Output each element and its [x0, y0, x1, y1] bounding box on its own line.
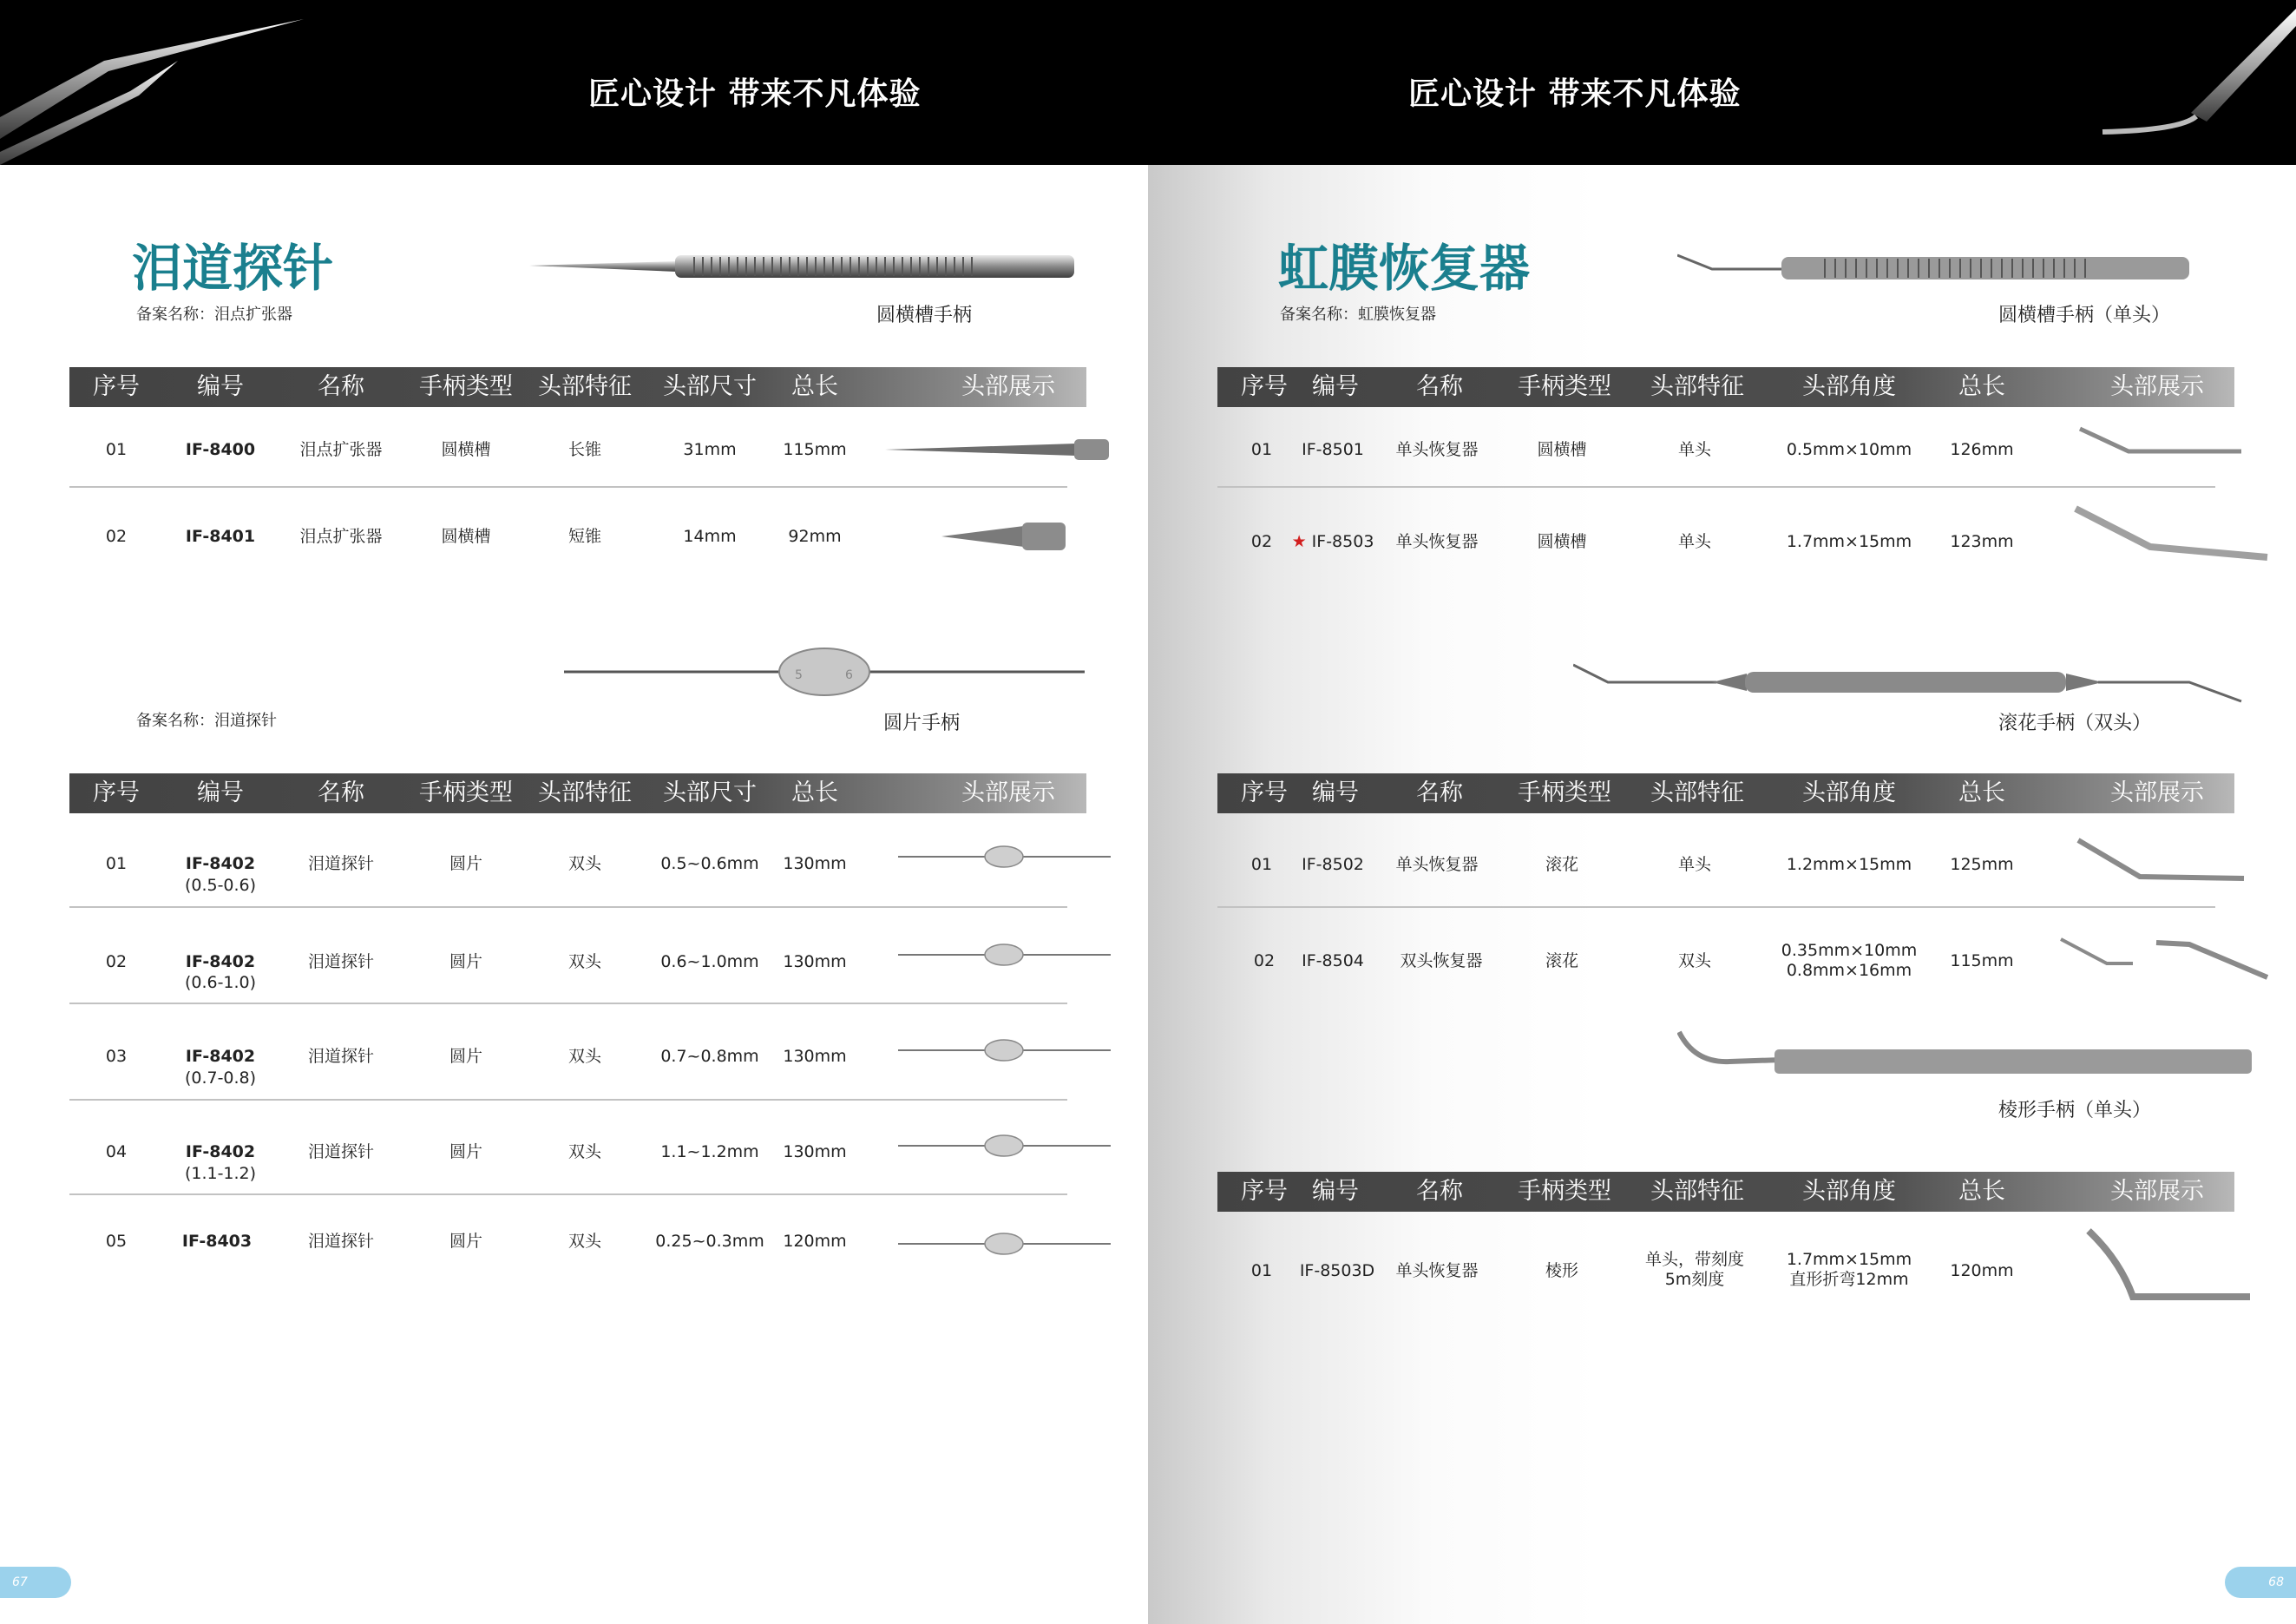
table-cell: 01 — [1250, 1261, 1273, 1280]
short-cone-dilator-icon — [941, 517, 1072, 556]
table-cell: 双头 — [567, 952, 602, 971]
col-header: 编号 — [197, 779, 244, 806]
table-cell: IF-8403 — [181, 1232, 253, 1251]
table-cell: 长锥 — [567, 440, 602, 459]
page-number-tab — [2225, 1567, 2296, 1598]
col-header: 名称 — [1416, 373, 1463, 400]
table-cell: 双头 — [1677, 951, 1712, 970]
col-header: 头部尺寸 — [663, 779, 757, 806]
col-header: 编号 — [1312, 373, 1359, 400]
table-cell: 单头恢复器 — [1395, 1261, 1479, 1280]
table-cell: (0.5-0.6) — [184, 876, 257, 895]
table-cell: 单头恢复器 — [1395, 855, 1479, 874]
table-cell: 0.5mm×10mm — [1786, 440, 1912, 459]
col-header: 序号 — [1241, 1178, 1288, 1205]
table-cell: (1.1-1.2) — [184, 1164, 257, 1183]
table-header — [69, 773, 1086, 813]
table-cell: 130mm — [783, 854, 847, 873]
table-cell: 0.35mm×10mm — [1781, 941, 1918, 960]
col-header: 手柄类型 — [419, 373, 513, 400]
table-cell: 02 — [105, 952, 128, 971]
table-cell: 圆片 — [449, 952, 483, 971]
table-cell: IF-8503D — [1299, 1261, 1375, 1280]
table-cell: 单头，带刻度 — [1644, 1250, 1745, 1269]
col-header: 头部特征 — [538, 779, 632, 806]
table-cell: 圆片 — [449, 1047, 483, 1066]
table-cell: 115mm — [783, 440, 847, 459]
table-cell: 双头 — [567, 1232, 602, 1251]
table-cell: 圆片 — [449, 1142, 483, 1161]
table-cell: 单头 — [1677, 855, 1712, 874]
table-cell: 120mm — [783, 1232, 847, 1251]
page-number: 67 — [12, 1575, 28, 1589]
table-cell: 泪道探针 — [307, 854, 375, 873]
table-cell: (0.7-0.8) — [184, 1068, 257, 1088]
table-cell: 圆横槽 — [1537, 532, 1587, 551]
table-cell: 圆片 — [449, 1232, 483, 1251]
table-cell: 短锥 — [567, 527, 602, 546]
iris-repositor-tip-icon — [2072, 503, 2272, 564]
col-header: 头部尺寸 — [663, 373, 757, 400]
double-ended-probe-icon — [898, 1133, 1111, 1159]
table-cell: 125mm — [1950, 855, 2014, 874]
col-header: 编号 — [1312, 779, 1359, 806]
row-divider — [69, 1099, 1067, 1101]
table-cell: 0.7~0.8mm — [660, 1047, 759, 1066]
table-cell: 圆横槽 — [441, 527, 491, 546]
iris-repositor-tip-icon — [2076, 425, 2250, 469]
page-title: 虹膜恢复器 — [1278, 239, 1531, 298]
row-divider — [1217, 486, 2215, 488]
col-header: 头部展示 — [2110, 373, 2204, 400]
product-code: IF-8503 — [1311, 532, 1374, 551]
table-cell: 圆横槽 — [1537, 440, 1587, 459]
table-cell: 泪道探针 — [307, 952, 375, 971]
table-cell: 1.7mm×15mm — [1786, 1250, 1912, 1269]
table-cell: 双头 — [567, 1142, 602, 1161]
col-header: 编号 — [1312, 1178, 1359, 1205]
page-number-tab — [0, 1567, 71, 1598]
col-header: 头部特征 — [1650, 373, 1744, 400]
table-cell: 115mm — [1950, 951, 2014, 970]
handle-caption: 圆横槽手柄（单头） — [1998, 305, 2171, 326]
double-tip-icon — [2059, 936, 2137, 970]
handle-caption: 棱形手柄（单头） — [1998, 1100, 2152, 1121]
table-header — [1217, 367, 2234, 407]
col-header: 名称 — [318, 373, 364, 400]
row-divider — [1217, 906, 2215, 908]
table-cell: 圆横槽 — [441, 440, 491, 459]
col-header: 名称 — [1416, 1178, 1463, 1205]
row-divider — [69, 906, 1067, 908]
table-cell: 1.1~1.2mm — [660, 1142, 759, 1161]
table-cell: 直形折弯12mm — [1789, 1270, 1909, 1289]
table-cell: 圆片 — [449, 854, 483, 873]
table-cell: 单头恢复器 — [1395, 532, 1479, 551]
filing-name: 备案名称：泪道探针 — [136, 712, 277, 730]
table-cell: 泪点扩张器 — [299, 440, 383, 459]
knurled-handle-repositor-image — [1573, 658, 2250, 710]
table-cell: 123mm — [1950, 532, 2014, 551]
col-header: 头部特征 — [538, 373, 632, 400]
col-header: 头部展示 — [961, 779, 1055, 806]
col-header: 总长 — [1958, 373, 2005, 400]
table-cell: 0.5~0.6mm — [660, 854, 759, 873]
probe-header-icon — [0, 0, 312, 165]
col-header: 序号 — [93, 373, 140, 400]
table-cell: 02 — [1250, 532, 1273, 551]
table-cell: 滚花 — [1545, 855, 1579, 874]
table-cell: 单头 — [1677, 440, 1712, 459]
table-cell: 01 — [105, 440, 128, 459]
row-divider — [69, 1003, 1067, 1004]
col-header: 头部角度 — [1802, 779, 1896, 806]
table-cell: 泪道探针 — [307, 1142, 375, 1161]
grooved-handle-repositor-image — [1677, 250, 2233, 285]
table-cell: 05 — [105, 1232, 128, 1251]
table-cell: IF-8402 — [185, 952, 256, 971]
handle-caption: 圆横槽手柄 — [876, 305, 973, 326]
col-header: 头部特征 — [1650, 1178, 1744, 1205]
double-tip-icon — [2155, 937, 2272, 981]
row-divider — [69, 486, 1067, 488]
col-header: 手柄类型 — [419, 779, 513, 806]
table-cell: 01 — [105, 854, 128, 873]
table-cell: 14mm — [683, 527, 737, 546]
table-cell: IF-8504 — [1302, 951, 1364, 970]
table-cell: IF-8402 — [185, 854, 256, 873]
filing-name: 备案名称：泪点扩张器 — [136, 306, 292, 324]
col-header: 编号 — [197, 373, 244, 400]
table-cell: 1.7mm×15mm — [1786, 532, 1912, 551]
col-header: 总长 — [791, 373, 838, 400]
table-cell: 1.2mm×15mm — [1786, 855, 1912, 874]
table-cell: IF-8401 — [185, 527, 256, 546]
table-cell: 单头恢复器 — [1395, 440, 1479, 459]
col-header: 总长 — [1958, 1178, 2005, 1205]
curved-scaled-tip-icon — [2085, 1226, 2259, 1312]
table-cell: 泪道探针 — [307, 1232, 375, 1251]
col-header: 头部特征 — [1650, 779, 1744, 806]
row-divider — [69, 1193, 1067, 1195]
col-header: 头部展示 — [961, 373, 1055, 400]
table-cell: 双头恢复器 — [1400, 951, 1483, 970]
table-cell: 0.6~1.0mm — [660, 952, 759, 971]
table-header — [69, 367, 1086, 407]
table-cell: 02 — [1253, 951, 1276, 970]
header-slogan: 匠心设计 带来不凡体验 — [588, 76, 922, 112]
header-slogan: 匠心设计 带来不凡体验 — [1408, 76, 1742, 112]
table-cell: 130mm — [783, 952, 847, 971]
col-header: 手柄类型 — [1518, 1178, 1611, 1205]
table-cell: 0.25~0.3mm — [655, 1232, 764, 1251]
table-cell — [1292, 531, 1374, 552]
table-cell: 130mm — [783, 1047, 847, 1066]
header-band — [0, 0, 1148, 165]
col-header: 头部展示 — [2110, 779, 2204, 806]
double-ended-probe-icon — [898, 844, 1111, 870]
table-cell: 126mm — [1950, 440, 2014, 459]
double-ended-probe-icon — [898, 1037, 1111, 1063]
repositor-header-icon — [2085, 0, 2296, 165]
col-header: 手柄类型 — [1518, 779, 1611, 806]
table-cell: IF-8501 — [1302, 440, 1364, 459]
col-header: 总长 — [1958, 779, 2005, 806]
table-cell: 120mm — [1950, 1261, 2014, 1280]
page-title: 泪道探针 — [132, 239, 334, 298]
table-cell: 0.8mm×16mm — [1786, 961, 1912, 980]
col-header: 头部展示 — [2110, 1178, 2204, 1205]
table-cell: 泪道探针 — [307, 1047, 375, 1066]
recommended-star-icon: ★ — [1291, 532, 1307, 551]
table-cell: 01 — [1250, 440, 1273, 459]
table-cell: IF-8402 — [185, 1142, 256, 1161]
disc-handle-probe-image — [564, 642, 1085, 703]
table-cell: 5m刻度 — [1664, 1270, 1725, 1289]
col-header: 手柄类型 — [1518, 373, 1611, 400]
table-cell: 单头 — [1677, 532, 1712, 551]
table-cell: 03 — [105, 1047, 128, 1066]
prism-handle-repositor-image — [1677, 1029, 2259, 1089]
table-cell: IF-8400 — [185, 440, 256, 459]
col-header: 序号 — [93, 779, 140, 806]
right-page — [1148, 0, 2296, 1624]
table-header — [1217, 1172, 2234, 1212]
table-cell: IF-8502 — [1302, 855, 1364, 874]
table-cell: 双头 — [567, 854, 602, 873]
table-cell: 泪点扩张器 — [299, 527, 383, 546]
header-band — [1148, 0, 2296, 165]
table-cell: 04 — [105, 1142, 128, 1161]
grooved-handle-probe-image — [529, 250, 1085, 285]
table-cell: 92mm — [788, 527, 842, 546]
table-cell: 双头 — [567, 1047, 602, 1066]
double-ended-probe-icon — [898, 1231, 1111, 1257]
col-header: 头部角度 — [1802, 1178, 1896, 1205]
col-header: 序号 — [1241, 779, 1288, 806]
col-header: 名称 — [318, 779, 364, 806]
table-cell: 棱形 — [1545, 1261, 1579, 1280]
col-header: 名称 — [1416, 779, 1463, 806]
table-cell: 130mm — [783, 1142, 847, 1161]
iris-repositor-tip-icon — [2075, 835, 2248, 887]
filing-name: 备案名称：虹膜恢复器 — [1280, 306, 1436, 324]
table-cell: (0.6-1.0) — [184, 973, 257, 992]
disc-mark: 6 — [845, 668, 853, 682]
handle-caption: 圆片手柄 — [883, 713, 961, 734]
table-cell: 01 — [1250, 855, 1273, 874]
double-ended-probe-icon — [898, 942, 1111, 968]
page-number: 68 — [2268, 1575, 2284, 1589]
table-cell: 02 — [105, 527, 128, 546]
long-cone-dilator-icon — [885, 432, 1111, 467]
table-header — [1217, 773, 2234, 813]
col-header: 序号 — [1241, 373, 1288, 400]
table-cell: 滚花 — [1545, 951, 1579, 970]
table-cell: 31mm — [683, 440, 737, 459]
disc-mark: 5 — [795, 668, 803, 682]
col-header: 总长 — [791, 779, 838, 806]
col-header: 头部角度 — [1802, 373, 1896, 400]
table-cell: IF-8402 — [185, 1047, 256, 1066]
handle-caption: 滚花手柄（双头） — [1998, 713, 2152, 734]
